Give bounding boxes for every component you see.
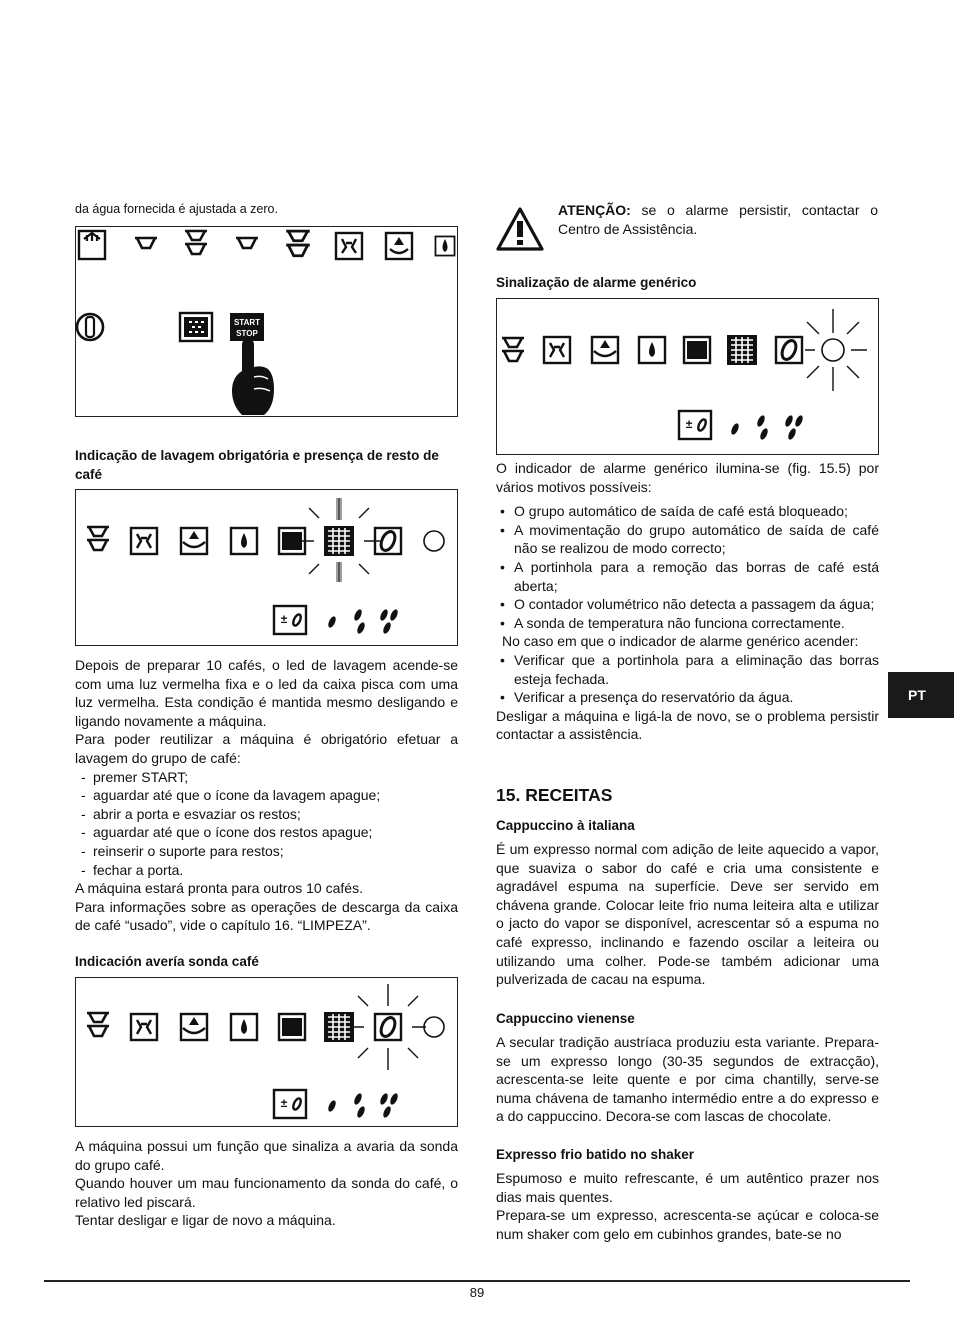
coffee-selection-button-icon [180, 313, 212, 341]
wash-paragraph-2: Para poder reutilizar a máquina é obrigatório efetuar a lavagem do grupo de café: [75, 731, 458, 766]
section-title-recipes: 15. RECEITAS [496, 785, 613, 805]
attention-text: se o alarme persistir, contactar o Centro de Assistência. [558, 202, 878, 237]
alarm-reason: • A movimentação do grupo automático de saída de café não se realizou de modo correcto; [496, 521, 879, 558]
coffee-probe-icon [776, 337, 802, 363]
bean-strength-3-icon [379, 1092, 400, 1118]
wash-step: - reinserir o suporte para restos; [75, 842, 458, 861]
alarm-description [496, 459, 879, 744]
double-cup-icon [502, 338, 524, 361]
alarm-reason: • O grupo automático de saída de café está bloqueado; [496, 502, 879, 521]
wash-led-icon [279, 1014, 305, 1040]
alarm-final: Desligar a máquina e ligá-la de novo, se o problema persistir contactar a assistência. [496, 707, 879, 743]
long-cup-icon [236, 238, 258, 248]
alarm-intro: O indicador de alarme genérico ilumina-se (fig. 15.5) por vários motivos possíveis: [496, 460, 879, 495]
coffee-group-icon [544, 337, 570, 363]
footer-divider [44, 1280, 910, 1282]
alarm-case: No caso em que o indicador de alarme genérico acender: [502, 633, 859, 650]
strength-adjust-icon [679, 411, 711, 439]
probe-description [75, 1137, 458, 1230]
grounds-container-icon [727, 335, 757, 365]
heading-general-alarm: Sinalização de alarme genérico [496, 275, 697, 290]
attention-note [558, 201, 878, 238]
alarm-action: • Verificar a presença do reservatório da água. [496, 688, 879, 707]
double-cup-icon [87, 527, 109, 550]
grounds-container-led-blinking-icon [298, 498, 380, 582]
recipe-text: Espumoso e muito refrescante, é um autêntico prazer nos dias mais quentes. [496, 1170, 879, 1205]
alarm-action: • Verificar que a portinhola para a eliminação das borras esteja fechada. [496, 651, 879, 688]
control-panel-figure-probe [75, 977, 458, 1127]
coffee-probe-led-blinking-icon [350, 984, 426, 1070]
warning-triangle-icon [495, 206, 545, 252]
bean-strength-2-icon [353, 608, 367, 634]
steam-icon [79, 231, 105, 259]
alarm-reason: • A portinhola para a remoção das borras de café está aberta; [496, 558, 879, 595]
heading-probe-fault: Indicación avería sonda café [75, 954, 259, 969]
power-button-icon [77, 314, 103, 340]
general-alarm-led-blinking-icon [805, 309, 867, 391]
attention-label: ATENÇÃO: [558, 202, 631, 218]
bean-strength-3-icon [379, 608, 400, 634]
grounds-container-icon [324, 1012, 354, 1042]
recipe-text: É um expresso normal com adição de leite aquecido a vapor, que suaviza o sabor do café e cria uma consistente e agradável espuma na superfície. Deve ser servido em chávena grande. Colocar leite frio numa leiteira alta e utilizar o jacto do vapor se disponível, acrescentar só a espuma no café expresso, inclinando e fazendo oscilar a leiteira ou utilizando uma colher. Pode-se também adicionar uma pulverizada de cacau na espuma. [496, 841, 879, 988]
probe-paragraph-3: Tentar desligar e ligar de novo a máquina. [75, 1212, 336, 1229]
double-long-cup-icon [286, 231, 310, 256]
water-tank-icon [231, 528, 257, 554]
wash-step: - fechar a porta. [75, 861, 458, 880]
start-stop-button-icon [230, 313, 264, 341]
probe-paragraph-1: A máquina possui um função que sinaliza a avaria da sonda do grupo café. [75, 1138, 458, 1173]
heading-wash-indication: Indicação de lavagem obrigatória e presença de resto de café [75, 448, 439, 482]
strength-adjust-icon [274, 606, 306, 634]
alarm-actions-list [496, 651, 879, 707]
double-cup-icon [87, 1013, 109, 1036]
recipe-text: A secular tradição austríaca produziu esta variante. Prepara-se um expresso longo (30-35 segundos de extracção), acrescenta-se leite quente e por cima chantilly, serve-se numa chávena de tamanho intermédio entre a do expresso e a do cappuccino. Decora-se com lascas de chocolate. [496, 1034, 879, 1125]
pointing-hand-icon [232, 339, 274, 415]
stop-label: STOP [236, 329, 258, 338]
wash-step: - abrir a porta e esvaziar os restos; [75, 805, 458, 824]
wash-icon [592, 337, 618, 363]
coffee-group-icon [131, 1014, 157, 1040]
wash-step: - premer START; [75, 768, 458, 787]
general-alarm-led-icon [424, 1017, 444, 1037]
general-alarm-led-icon [424, 531, 444, 551]
svg-text:±: ± [685, 417, 693, 431]
recipe-expresso-shaker [496, 1147, 879, 1243]
alarm-reasons-list [496, 502, 879, 632]
bean-strength-2-icon [353, 1092, 367, 1118]
bean-strength-1-icon [730, 422, 741, 435]
coffee-group-icon [336, 233, 362, 259]
page-number: 89 [469, 1285, 485, 1300]
water-tank-icon [639, 337, 665, 363]
wash-icon [181, 528, 207, 554]
control-panel-figure-residue [75, 489, 458, 646]
svg-text:±: ± [280, 1096, 288, 1110]
recipe-cappuccino-italiana [496, 818, 879, 989]
bean-strength-2-icon [756, 414, 770, 440]
double-cup-icon [185, 231, 207, 254]
start-label: START [233, 318, 261, 327]
wash-icon [386, 233, 412, 259]
recipe-title: Expresso frio batido no shaker [496, 1147, 695, 1162]
recipe-text-continued: Prepara-se um expresso, acrescenta-se açúcar e coloca-se num shaker com gelo em cubinhos grandes, bate-se no [496, 1207, 879, 1242]
recipe-title: Cappuccino vienense [496, 1011, 635, 1026]
single-cup-icon [135, 238, 157, 248]
water-tank-icon [435, 236, 454, 255]
control-panel-figure-wash [75, 226, 458, 417]
wash-steps-list [75, 768, 458, 880]
coffee-group-icon [131, 528, 157, 554]
language-tab: PT [888, 672, 954, 718]
recipe-title: Cappuccino à italiana [496, 818, 635, 833]
recipe-cappuccino-vienense [496, 1011, 879, 1126]
wash-led-icon [684, 337, 710, 363]
wash-paragraph-3: A máquina estará pronta para outros 10 cafés. [75, 880, 363, 897]
strength-adjust-icon [274, 1090, 306, 1118]
wash-icon [181, 1014, 207, 1040]
wash-paragraph-4: Para informações sobre as operações de descarga da caixa de café “usado”, vide o capítulo 16. “LIMPEZA”. [75, 898, 458, 934]
alarm-reason: • A sonda de temperatura não funciona correctamente. [496, 614, 879, 633]
alarm-reason: • O contador volumétrico não detecta a passagem da água; [496, 595, 879, 614]
wash-step: - aguardar até que o ícone dos restos apague; [75, 823, 458, 842]
bean-strength-1-icon [327, 615, 338, 628]
wash-description [75, 656, 458, 935]
bean-strength-3-icon [784, 414, 805, 440]
intro-text: da água fornecida é ajustada a zero. [75, 202, 278, 216]
control-panel-figure-alarm [496, 298, 879, 455]
wash-step: - aguardar até que o ícone da lavagem apague; [75, 786, 458, 805]
svg-text:±: ± [280, 612, 288, 626]
water-tank-icon [231, 1014, 257, 1040]
probe-paragraph-2: Quando houver um mau funcionamento da sonda do café, o relativo led piscará. [75, 1175, 458, 1210]
wash-paragraph-1: Depois de preparar 10 cafés, o led de lavagem acende-se com uma luz vermelha fixa e o led da caixa pisca com uma luz vermelha. Esta condição é mantida mesmo desligando e ligando novamente a máquina. [75, 657, 458, 729]
bean-strength-1-icon [327, 1099, 338, 1112]
